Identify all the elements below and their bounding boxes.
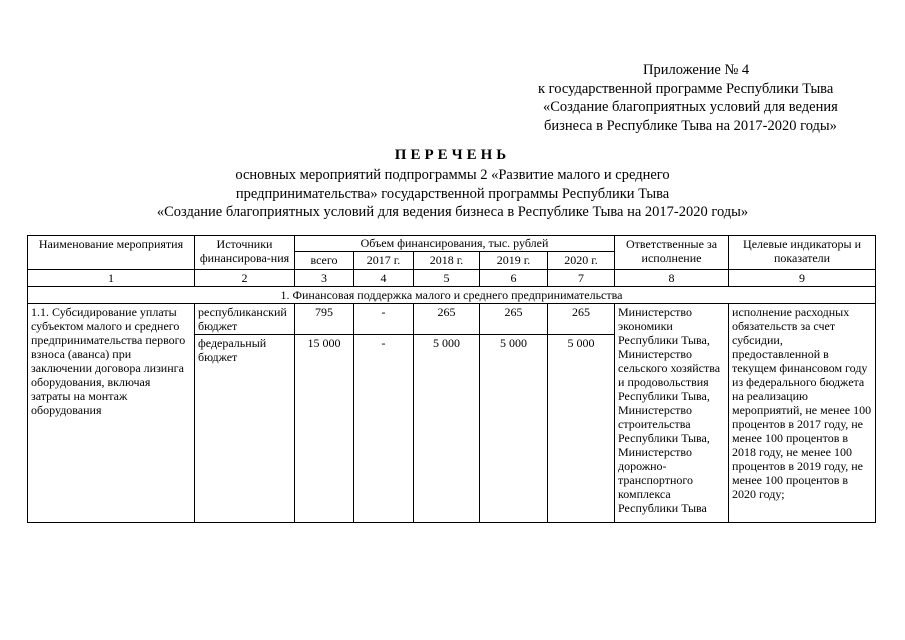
header-row: [28, 236, 876, 252]
column-number: 4: [354, 270, 414, 287]
column-number: 5: [414, 270, 480, 287]
column-number: 1: [28, 270, 195, 287]
funding-source: федеральный бюджет: [195, 335, 295, 523]
funding-source: республиканский бюджет: [195, 304, 295, 335]
activities-table: [27, 235, 876, 523]
subtitle-line: основных мероприятий подпрограммы 2 «Развитие малого и среднего: [235, 167, 670, 183]
header-responsible: Ответственные за исполнение: [615, 236, 729, 270]
column-number: 7: [548, 270, 615, 287]
section-row: [28, 287, 876, 304]
column-number-row: [28, 270, 876, 287]
appendix-line: Приложение № 4: [643, 62, 750, 78]
header-name: Наименование мероприятия: [28, 236, 195, 270]
header-sources: Источники финансирова-ния: [195, 236, 295, 270]
column-number: 6: [480, 270, 548, 287]
header-year-2020: 2020 г.: [548, 251, 615, 269]
subtitle-line: «Создание благоприятных условий для ведения бизнеса в Республике Тыва на 2017-2020 годы»: [156, 204, 749, 220]
header-year-2017: 2017 г.: [354, 251, 414, 269]
funding-total: 795: [295, 304, 354, 335]
header-volume: Объем финансирования, тыс. рублей: [295, 236, 615, 252]
document-subtitle: [0, 166, 905, 222]
appendix-line: «Создание благоприятных условий для ведения: [543, 99, 838, 115]
header-year-2018: 2018 г.: [414, 251, 480, 269]
appendix-block: [527, 61, 867, 135]
document-title: ПЕРЕЧЕНЬ: [394, 147, 511, 163]
funding-2017: -: [354, 335, 414, 523]
funding-2019: 265: [480, 304, 548, 335]
funding-2019: 5 000: [480, 335, 548, 523]
header-indicators: Целевые индикаторы и показатели: [729, 236, 876, 270]
funding-2020: 265: [548, 304, 615, 335]
column-number: 9: [729, 270, 876, 287]
table-row: [28, 304, 876, 335]
column-number: 8: [615, 270, 729, 287]
column-number: 2: [195, 270, 295, 287]
target-indicators: исполнение расходных обязательств за счет субсидии, предоставленной в текущем финансовом году из федерального бюджета на реализацию мероприятий, не менее 100 процентов в 2017 году, не менее 100 процентов в 2018 году, не менее 100 процентов в 2019 году, не менее 100 процентов в 2020 году;: [729, 304, 876, 523]
appendix-line: к государственной программе Республики Тыва: [538, 80, 834, 97]
funding-2018: 265: [414, 304, 480, 335]
funding-total: 15 000: [295, 335, 354, 523]
header-total: всего: [295, 251, 354, 269]
column-number: 3: [295, 270, 354, 287]
header-year-2019: 2019 г.: [480, 251, 548, 269]
funding-2020: 5 000: [548, 335, 615, 523]
appendix-line: бизнеса в Республике Тыва на 2017-2020 годы»: [544, 117, 837, 134]
funding-2017: -: [354, 304, 414, 335]
responsible-executor: Министерство экономики Республики Тыва, Министерство сельского хозяйства и продовольствия Республики Тыва, Министерство строительства Республики Тыва, Министерство дорожно-транспортного комплекса Республики Тыва: [615, 304, 729, 523]
subtitle-line: предпринимательства» государственной программы Республики Тыва: [235, 185, 670, 202]
funding-2018: 5 000: [414, 335, 480, 523]
activity-name: 1.1. Субсидирование уплаты субъектом малого и среднего предпринимательства первого взноса (аванса) при заключении договора лизинга оборудования, включая затраты на монтаж оборудования: [28, 304, 195, 523]
section-title: 1. Финансовая поддержка малого и среднего предпринимательства: [28, 287, 876, 304]
